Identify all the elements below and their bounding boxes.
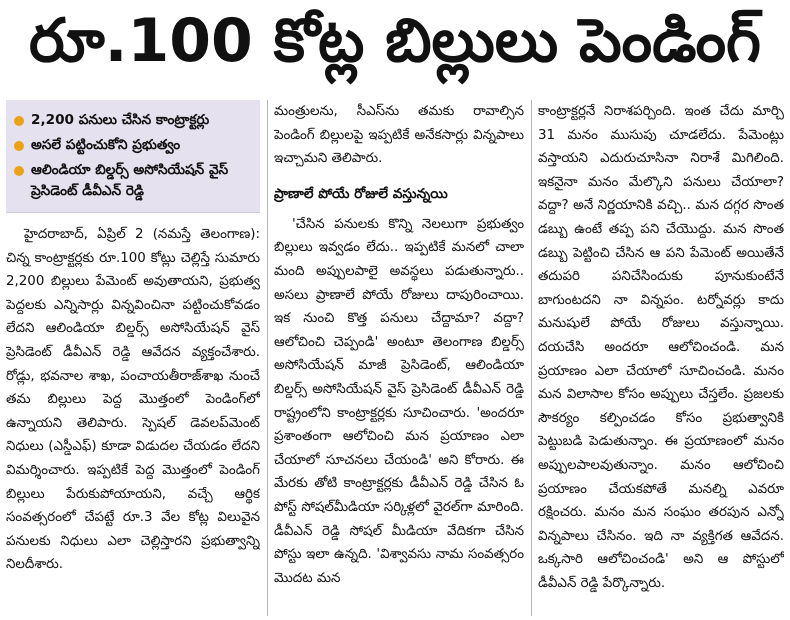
column-divider <box>531 100 532 616</box>
headline: రూ.100 కోట్ల బిల్లులు పెండింగ్ <box>29 6 761 76</box>
highlights-box <box>6 100 260 213</box>
highlight-text: ఆలిండియా బిల్డర్స్ అసోసియేషన్ వైస్ ప్రెసిడెంట్ డీవీఎన్ రెడ్డి <box>31 162 229 199</box>
highlight-text: అసలే పట్టించుకోని ప్రభుత్వం <box>31 137 181 153</box>
highlight-item <box>12 160 256 202</box>
highlight-item <box>12 135 256 156</box>
article-column-1 <box>6 100 260 620</box>
body-paragraph: కాంట్రాక్టర్లనే నిరాశపర్చింది. ఇంత చేదు మార్చి 31 మనం ముసుపు చూడలేదు. పేమెంట్లు వస్తాయని ఎదురుచూసినా నిరాశే మిగిలింది. ఇకనైనా మనం మేల్కొని పనులు చేయాలా? వద్దా? అనే నిర్ణయానికి వచ్చి.. మన దగ్గర సొంత డబ్బు ఉంటే తప్ప పని చేయొద్దు. మన సొంత డబ్బు పెట్టించి చేసిన ఆ పని పేమెంట్ అయితేనే తదుపరి పనిచేసిందుకు పూనుకుంటేనే బాగుంటదని నా విన్నపం. టర్నోవర్లు కాదు మనుషులే పోయే రోజులు వస్తున్నాయి. దయచేసి అందరూ ఆలోచించండి. మన ప్రయాణం ఎలా చేయాలో సూచించండి. మనం మన విలాసాల కోసం అప్పులు చేస్తలేం. ప్రజలకు సౌకర్యం కల్పించడం కోసం ప్రభుత్వానికి పెట్టుబడి పెడుతున్నాం. ఈ ప్రయాణంలో మనం అప్పులపాలవుతున్నాం. మనం ఆలోచించి ప్రయాణం చేయకపోతే మనల్ని ఎవరూ రక్షించరు. మనం మన సంఘం తరపున ఎన్నో విన్నపాలు చేసినం. ఇది నా వ్యక్తిగత ఆవేదన. ఒక్కసారి ఆలోచించండి' అని ఆ పోస్టులో డీవీఎన్ రెడ్డి పేర్కొన్నారు. <box>538 104 784 591</box>
body-paragraph: 'చేసిన పనులకు కొన్ని నెలలుగా ప్రభుత్వం బిల్లులు ఇవ్వడం లేదు.. ఇప్పటికే మనలో చాలా మంది అప్పులపాలై అవస్థలు పడుతున్నారు.. అసలు ప్రాణాలే పోయే రోజులు దాపురించాయి. ఇక నుంచి కొత్త పనులు చేద్దామా? వద్దా? ఆలోచించి చెప్పండి' అంటూ తెలంగాణ బిల్డర్స్ అసోసియేషన్ మాజీ ప్రెసిడెంట్, ఆలిండియా బిల్డర్స్ అసోసియేషన్ వైస్ ప్రెసిడెంట్ డీవీఎన్ రెడ్డి రాష్ట్రంలోని కాంట్రాక్టర్లకు సూచించారు. 'అందరూ ప్రశాంతంగా ఆలోచించి మన ప్రయాణం ఎలా చేయాలో సూచనలు చేయండి' అని కోరారు. ఈ మేరకు తోటి కాంట్రాక్టర్లకు డీవీఎన్ రెడ్డి చేసిన ఓ పోస్ట్ సోషల్‌మీడియా సర్కిళ్లలో వైరల్‌గా మారింది. డీవీఎన్ రెడ్డి సోషల్ మీడియా వేదికగా చేసిన పోస్టు ఇలా ఉన్నది. 'విశ్వావసు నామ సంవత్సరం మొదట మన <box>274 216 524 586</box>
subheading: ప్రాణాలే పోయే రోజులే వస్తున్నయి <box>274 185 448 202</box>
bullet-icon <box>14 116 24 126</box>
article-column-2 <box>274 100 524 620</box>
highlight-text: 2,200 పనులు చేసిన కాంట్రాక్టర్లు <box>31 112 210 128</box>
column-divider <box>267 100 268 616</box>
article-column-3 <box>538 100 784 620</box>
body-paragraph: హైదరాబాద్, ఏప్రిల్ 2 (నమస్తే తెలంగాణ): చిన్న కాంట్రాక్టర్లకు రూ.100 కోట్లు చెల్లిస్తే సుమారు 2,200 బిల్లులు పేమెంట్ అవుతాయని, ప్రభుత్వ పెద్దలకు ఎన్నిసార్లు విన్నవించినా పట్టించుకోవడం లేదని ఆలిండియా బిల్డర్స్ అసోసియేషన్ వైస్ ప్రెసిడెంట్ డీవీఎన్ రెడ్డి ఆవేదన వ్యక్తంచేశారు. రోడ్లు, భవనాల శాఖ, పంచాయతీరాజ్‌శాఖ నుంచే తమ బిల్లులు పెద్ద మొత్తంలో పెండింగ్‌లో ఉన్నాయని తెలిపారు. స్పెషల్ డెవలప్‌మెంట్ నిధులు (ఎస్డీఎఫ్) కూడా విడుదల చేయడం లేదని విమర్శించారు. ఇప్పటికే పెద్ద మొత్తంలో పెండింగ్ బిల్లులు పేరుకుపోయాయని, వచ్చే ఆర్థిక సంవత్సరంలో చేపట్టే రూ.3 వేల కోట్ల విలువైన పనులకు నిధులు ఎలా చెల్లిస్తారని ప్రభుత్వాన్ని నిలదీశారు. <box>6 227 260 573</box>
highlight-item <box>12 110 256 131</box>
body-paragraph: మంత్రులను, సీఎస్‌ను తమకు రావాల్సిన పెండింగ్ బిల్లులపై ఇప్పటికే అనేకసార్లు విన్నపాలు ఇచ్చామని తెలిపారు. <box>274 104 524 167</box>
bullet-icon <box>14 141 24 151</box>
bullet-icon <box>14 166 24 176</box>
